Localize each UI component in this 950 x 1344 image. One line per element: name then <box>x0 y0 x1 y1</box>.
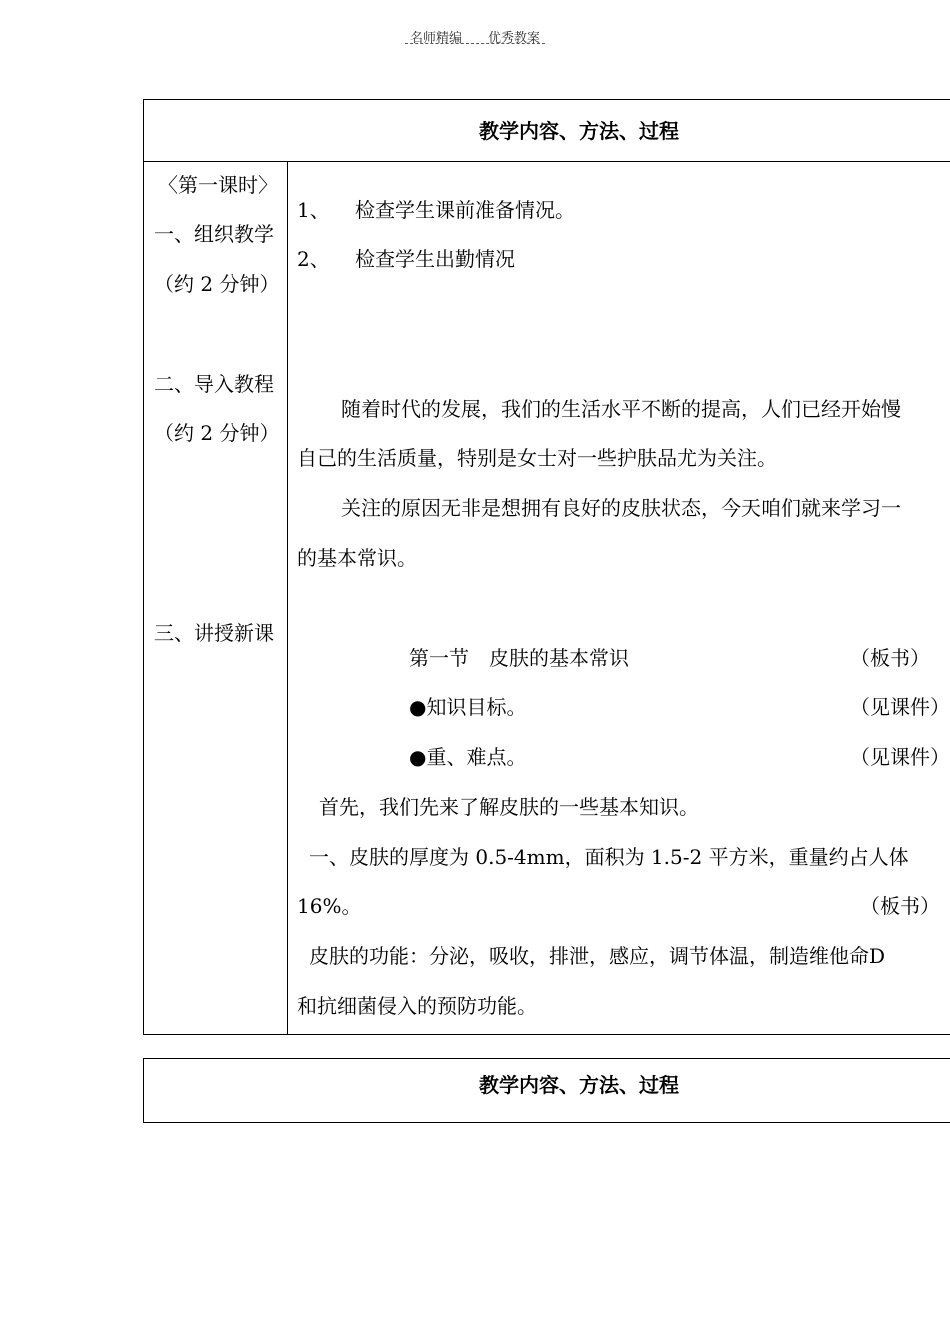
page-header <box>0 27 950 46</box>
item-1-text: 检查学生课前准备情况。 <box>355 198 575 222</box>
intro-paragraph-line-1: 随着时代的发展，我们的生活水平不断的提高，人们已经开始慢 <box>341 397 901 421</box>
key-points: ●重、难点。 <box>409 745 527 769</box>
key-points-note: （见课件） <box>850 745 950 769</box>
skin-fact-line-2: 16%。 <box>297 894 362 918</box>
table-2-title-row <box>144 1059 950 1123</box>
section-heading-note: （板书） <box>850 646 930 670</box>
skin-fact-note: （板书） <box>860 894 940 918</box>
item-1-number: 1、 <box>297 198 330 222</box>
intro-paragraph-line-2: 自己的生活质量，特别是女士对一些护肤品尤为关注。 <box>297 446 777 470</box>
lesson-table <box>143 99 950 1035</box>
section-heading: 第一节 皮肤的基本常识 <box>409 646 629 670</box>
intro-paragraph2-line-1: 关注的原因无非是想拥有良好的皮肤状态，今天咱们就来学习一 <box>341 496 901 520</box>
period-label: 〈第一课时〉 <box>158 173 278 197</box>
table-2-title: 教学内容、方法、过程 <box>479 1073 679 1097</box>
header-text: 名师精编 优秀教案 <box>409 31 540 46</box>
stage-new-lesson: 三、讲授新课 <box>154 621 274 645</box>
skin-function-line-1: 皮肤的功能：分泌，吸收，排泄，感应，调节体温，制造维他命D <box>309 944 886 968</box>
table-title: 教学内容、方法、过程 <box>479 119 679 143</box>
stage-organize-time: （约 2 分钟） <box>154 272 280 296</box>
knowledge-goal: ●知识目标。 <box>409 695 527 719</box>
skin-function-line-2: 和抗细菌侵入的预防功能。 <box>297 994 537 1018</box>
knowledge-goal-note: （见课件） <box>850 695 950 719</box>
first-sentence: 首先，我们先来了解皮肤的一些基本知识。 <box>319 795 699 819</box>
item-2-number: 2、 <box>297 247 330 271</box>
stage-introduction-time: （约 2 分钟） <box>154 421 280 445</box>
column-divider <box>287 161 288 1035</box>
stage-introduction: 二、导入教程 <box>154 372 274 396</box>
stage-organize: 一、组织教学 <box>154 222 274 246</box>
intro-paragraph2-line-2: 的基本常识。 <box>297 546 417 570</box>
item-2-text: 检查学生出勤情况 <box>355 247 515 271</box>
header-underline <box>405 43 545 44</box>
lesson-table-2 <box>143 1058 950 1123</box>
skin-fact-line-1: 一、皮肤的厚度为 0.5-4mm，面积为 1.5-2 平方米，重量约占人体 <box>309 845 909 869</box>
table-title-row <box>144 100 950 162</box>
